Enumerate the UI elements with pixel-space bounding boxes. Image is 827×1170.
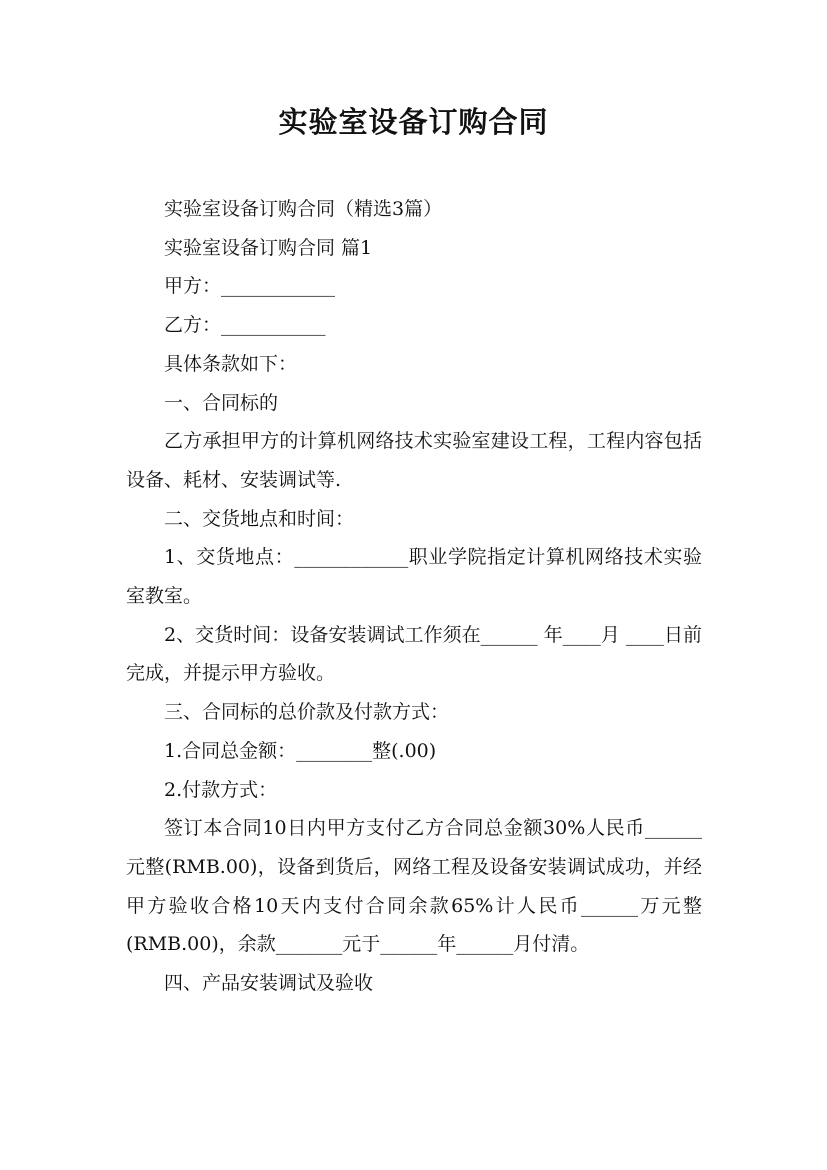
paragraph-subject-content: 乙方承担甲方的计算机网络技术实验室建设工程，工程内容包括设备、耗材、安装调试等. — [126, 430, 702, 491]
paragraph-payment-details: 签订本合同10日内甲方支付乙方合同总金额30%人民币______元整(RMB.00)，设备到货后，网络工程及设备安装调试成功，并经甲方验收合格10天内支付合同余款65%计人民币______万元整(RMB.00)，余款_______元于______年______月付清。 — [126, 817, 702, 956]
paragraph-delivery-location: 1、交货地点：____________职业学院指定计算机网络技术实验室教室。 — [126, 546, 702, 608]
paragraph-section-heading: 实验室设备订购合同 篇1 — [164, 236, 373, 259]
paragraph-delivery-heading: 二、交货地点和时间： — [164, 507, 355, 530]
paragraph-total-amount: 1.合同总金额：________整(.00) — [164, 739, 437, 762]
paragraph-terms-intro: 具体条款如下： — [164, 352, 298, 375]
document-body — [126, 190, 702, 1003]
paragraph-party-b: 乙方：___________ — [164, 314, 326, 337]
paragraph-installation-heading: 四、产品安装调试及验收 — [164, 972, 374, 995]
paragraph-intro-title: 实验室设备订购合同（精选3篇） — [164, 198, 443, 220]
paragraph-delivery-time: 2、交货时间：设备安装调试工作须在______ 年____月 ____日前完成，并提示甲方验收。 — [126, 623, 702, 685]
document-title: 实验室设备订购合同 — [278, 105, 549, 139]
paragraph-party-a: 甲方：____________ — [164, 275, 336, 298]
paragraph-subject-heading: 一、合同标的 — [164, 391, 279, 414]
paragraph-payment-method: 2.付款方式： — [164, 778, 278, 801]
paragraph-price-heading: 三、合同标的总价款及付款方式： — [164, 701, 450, 724]
